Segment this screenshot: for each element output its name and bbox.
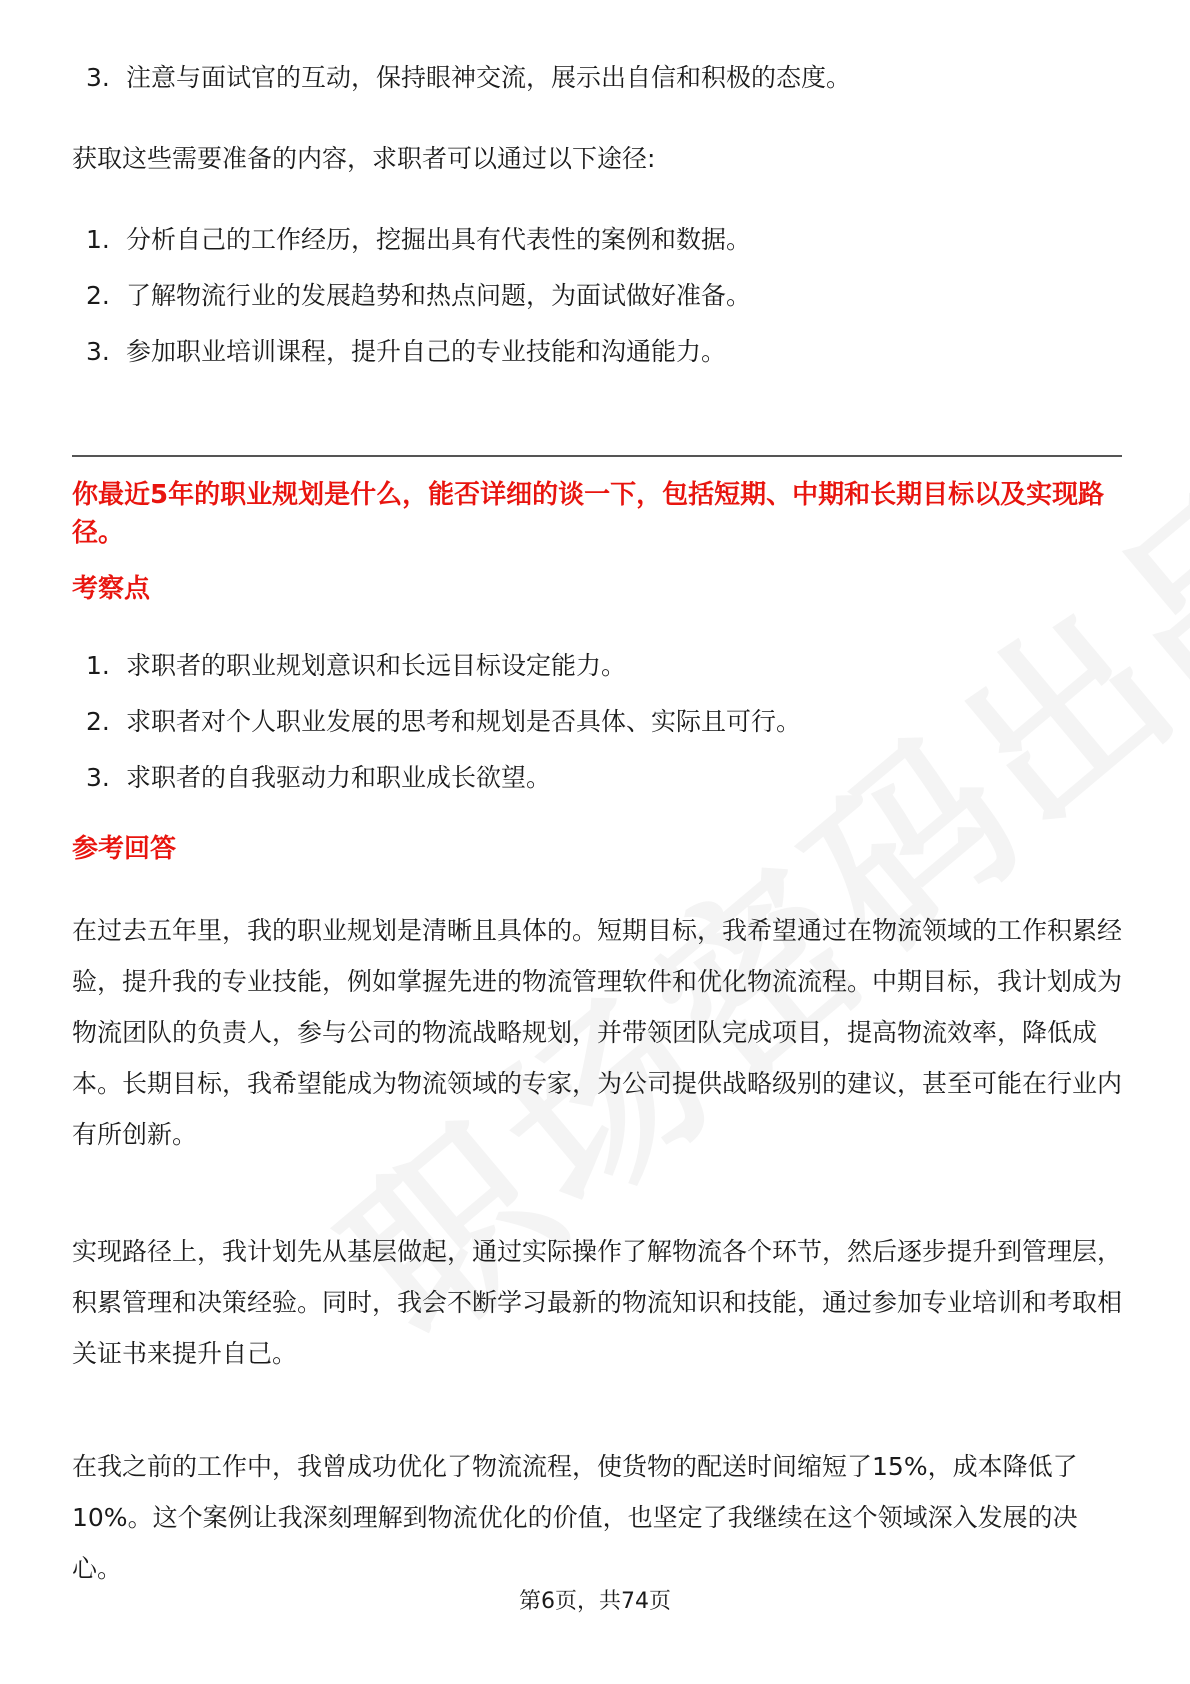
- list-item: 3. 注意与面试官的互动，保持眼神交流，展示出自信和积极的态度。: [86, 63, 852, 92]
- answer-paragraph: 在过去五年里，我的职业规划是清晰且具体的。短期目标，我希望通过在物流领域的工作积累经验，提升我的专业技能，例如掌握先进的物流管理软件和优化物流流程。中期目标，我计划成为物流团队的负责人，参与公司的物流战略规划，并带领团队完成项目，提高物流效率，降低成本。长期目标，我希望能成为物流领域的专家，为公司提供战略级别的建议，甚至可能在行业内有所创新。: [72, 916, 1123, 1149]
- list-item: 3. 求职者的自我驱动力和职业成长欲望。: [86, 763, 552, 792]
- list-item: 2. 求职者对个人职业发展的思考和规划是否具体、实际且可行。: [86, 707, 802, 736]
- section-title-points: 考察点: [72, 574, 151, 604]
- section-title-answer: 参考回答: [72, 834, 177, 864]
- list-item: 3. 参加职业培训课程，提升自己的专业技能和沟通能力。: [86, 337, 727, 366]
- answer-paragraph: 实现路径上，我计划先从基层做起，通过实际操作了解物流各个环节，然后逐步提升到管理层，积累管理和决策经验。同时，我会不断学习最新的物流知识和技能，通过参加专业培训和考取相关证书来提升自己。: [72, 1237, 1123, 1368]
- list-item: 2. 了解物流行业的发展趋势和热点问题，为面试做好准备。: [86, 281, 752, 310]
- interview-question: 你最近5年的职业规划是什么，能否详细的谈一下，包括短期、中期和长期目标以及实现路径。: [72, 480, 1105, 548]
- list-item: 1. 分析自己的工作经历，挖掘出具有代表性的案例和数据。: [86, 225, 752, 254]
- list-item: 1. 求职者的职业规划意识和长远目标设定能力。: [86, 651, 627, 680]
- answer-paragraph: 在我之前的工作中，我曾成功优化了物流流程，使货物的配送时间缩短了15%，成本降低了10%。这个案例让我深刻理解到物流优化的价值，也坚定了我继续在这个领域深入发展的决心。: [72, 1452, 1078, 1583]
- acquire-intro: 获取这些需要准备的内容，求职者可以通过以下途径:: [72, 144, 656, 173]
- section-divider: [72, 455, 1122, 457]
- page-number: 第6页，共74页: [519, 1589, 671, 1614]
